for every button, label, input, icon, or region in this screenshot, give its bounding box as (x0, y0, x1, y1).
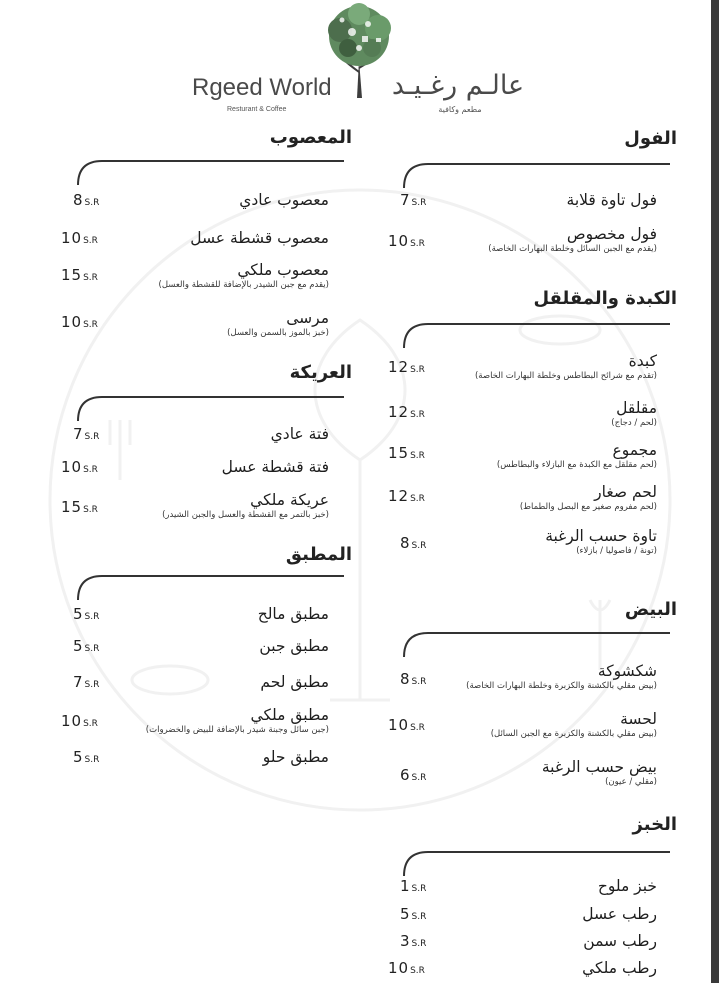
item-description: (بيض مقلي بالكشنة والكزبرة وخلطة البهارات الخاصة) (466, 681, 657, 691)
item-description: (لحم مقلقل مع الكبدة مع البازلاء والبطاطس) (496, 460, 657, 470)
item-name: مقلقل (616, 399, 657, 417)
item-name: رطب سمن (583, 932, 657, 950)
menu-item (387, 191, 657, 210)
item-name: مطبق ملكي (250, 706, 329, 724)
item-price (400, 932, 426, 950)
price-unit: S.R (410, 239, 425, 249)
price-value: 7 (400, 191, 411, 209)
price-value: 3 (400, 932, 411, 950)
price-value: 8 (400, 670, 411, 688)
item-price (400, 905, 426, 923)
item-price (400, 191, 426, 209)
menu-item (387, 441, 657, 471)
price-value: 7 (73, 425, 84, 443)
section-title-ful: الفول (624, 128, 677, 149)
item-price (73, 748, 99, 766)
price-unit: S.R (411, 677, 427, 687)
price-unit: S.R (83, 719, 98, 729)
price-unit: S.R (410, 365, 425, 375)
price-value: 12 (388, 403, 410, 421)
brand-name-en: Rgeed World (192, 74, 332, 101)
item-description: (تقدم مع شرائح البطاطس وخلطة البهارات الخاصة) (474, 371, 657, 381)
price-unit: S.R (411, 912, 427, 922)
item-price (388, 444, 425, 462)
item-description: (خبز بالموز بالسمن والعسل) (227, 328, 329, 338)
item-description: (بيض مقلي بالكشنة والكزبرة مع الجبن السائل) (490, 729, 657, 739)
price-value: 5 (73, 637, 84, 655)
price-value: 12 (388, 358, 410, 376)
item-price (388, 959, 425, 977)
price-unit: S.R (83, 505, 98, 515)
price-value: 10 (61, 712, 83, 730)
price-unit: S.R (411, 198, 427, 208)
menu-item (387, 352, 657, 382)
item-price (73, 637, 99, 655)
section-title-bayd: البيض (624, 599, 677, 620)
menu-item (59, 748, 329, 767)
section-divider (74, 393, 344, 423)
price-unit: S.R (84, 612, 100, 622)
item-name: بيض حسب الرغبة (541, 758, 657, 776)
item-description: (لحم مفروم صغير مع البصل والطماط) (519, 502, 657, 512)
menu-item (59, 605, 329, 624)
item-name: مطبق مالح (257, 605, 329, 623)
brand-tagline-ar: مطعم وكافية (438, 105, 482, 114)
item-price (388, 232, 425, 250)
price-value: 15 (61, 266, 83, 284)
item-name: فول مخصوص (566, 225, 657, 243)
item-price (61, 313, 98, 331)
item-price (388, 403, 425, 421)
price-unit: S.R (84, 198, 100, 208)
price-unit: S.R (83, 465, 98, 475)
item-price (400, 670, 426, 688)
section-divider (400, 848, 670, 878)
price-unit: S.R (411, 939, 427, 949)
price-value: 15 (388, 444, 410, 462)
price-unit: S.R (410, 723, 425, 733)
item-name: فول تاوة قلابة (566, 191, 657, 209)
price-unit: S.R (83, 273, 98, 283)
menu-item (387, 959, 657, 978)
section-divider (74, 572, 344, 602)
section-title-masoub: المعصوب (269, 127, 352, 148)
menu-item (59, 458, 329, 477)
price-value: 6 (400, 766, 411, 784)
price-value: 8 (73, 191, 84, 209)
price-value: 10 (61, 458, 83, 476)
item-name: لحسة (620, 710, 657, 728)
item-price (61, 229, 98, 247)
price-unit: S.R (411, 773, 427, 783)
item-name: رطب عسل (582, 905, 657, 923)
item-description: (خبز بالتمر مع القشطة والعسل والجبن الشيدر) (162, 510, 329, 520)
menu-item (387, 527, 657, 557)
section-title-mutabbaq: المطبق (285, 544, 352, 565)
brand-name-ar: عالـم رغـيـد (391, 70, 525, 101)
price-unit: S.R (84, 644, 100, 654)
menu-item (387, 710, 657, 740)
section-divider (400, 629, 670, 659)
menu-item (59, 491, 329, 521)
price-unit: S.R (411, 541, 427, 551)
menu-item (59, 229, 329, 248)
item-name: معصوب قشطة عسل (190, 229, 329, 247)
menu-item (59, 261, 329, 291)
menu-item (387, 662, 657, 692)
price-unit: S.R (410, 494, 425, 504)
item-name: معصوب عادي (239, 191, 329, 209)
item-price (61, 498, 98, 516)
section-divider (400, 160, 670, 190)
section-title-khubz: الخبز (632, 814, 677, 835)
item-description: (تونة / فاصوليا / بازلاء) (576, 546, 657, 556)
menu-item (387, 905, 657, 924)
price-unit: S.R (83, 236, 98, 246)
menu-item (59, 706, 329, 736)
brand-tagline-en: Resturant & Coffee (227, 106, 287, 113)
item-name: خبز ملوح (597, 877, 657, 895)
section-title-kibda: الكبدة والمقلقل (533, 288, 677, 309)
price-value: 15 (61, 498, 83, 516)
price-unit: S.R (83, 320, 98, 330)
price-value: 5 (73, 748, 84, 766)
item-name: فتة عادي (270, 425, 329, 443)
item-price (400, 766, 426, 784)
item-description: (لحم / دجاج) (611, 418, 657, 428)
item-price (388, 358, 425, 376)
item-description: (يقدم مع الجبن السائل وخلطة البهارات الخاصة) (488, 244, 657, 254)
price-unit: S.R (410, 451, 425, 461)
menu-item (59, 425, 329, 444)
section-divider (74, 157, 344, 187)
item-name: تاوة حسب الرغبة (545, 527, 657, 545)
price-value: 5 (400, 905, 411, 923)
section-divider (400, 320, 670, 350)
item-description: (جبن سائل وجبنة شيدر بالإضافة للبيض والخضروات) (145, 725, 329, 735)
item-name: عريكة ملكي (250, 491, 329, 509)
item-price (73, 673, 99, 691)
menu-item (59, 191, 329, 210)
item-name: لحم صغار (594, 483, 657, 501)
item-name: شكشوكة (597, 662, 657, 680)
item-name: مجموع (612, 441, 657, 459)
price-unit: S.R (84, 755, 100, 765)
item-name: معصوب ملكي (237, 261, 329, 279)
section-title-areeka: العريكة (289, 362, 352, 383)
price-value: 7 (73, 673, 84, 691)
item-name: كبدة (628, 352, 657, 370)
item-price (388, 487, 425, 505)
menu-item (387, 225, 657, 255)
price-value: 10 (61, 313, 83, 331)
menu-item (59, 637, 329, 656)
item-name: فتة قشطة عسل (221, 458, 329, 476)
price-unit: S.R (84, 432, 100, 442)
price-value: 10 (61, 229, 83, 247)
price-unit: S.R (410, 410, 425, 420)
price-value: 10 (388, 232, 410, 250)
price-value: 5 (73, 605, 84, 623)
item-price (73, 605, 99, 623)
menu-item (59, 309, 329, 339)
item-price (61, 712, 98, 730)
item-price (73, 425, 99, 443)
price-value: 12 (388, 487, 410, 505)
menu-item (387, 758, 657, 788)
menu-item (387, 877, 657, 896)
price-unit: S.R (411, 884, 427, 894)
price-value: 10 (388, 959, 410, 977)
item-price (400, 534, 426, 552)
item-price (61, 458, 98, 476)
item-name: مطبق لحم (260, 673, 329, 691)
menu-item (387, 483, 657, 513)
price-value: 1 (400, 877, 411, 895)
item-name: مطبق حلو (262, 748, 329, 766)
item-price (73, 191, 99, 209)
right-edge-bar (711, 0, 719, 983)
menu-item (387, 399, 657, 429)
item-price (61, 266, 98, 284)
item-price (400, 877, 426, 895)
price-value: 10 (388, 716, 410, 734)
price-unit: S.R (84, 680, 100, 690)
item-description: (مقلي / عيون) (605, 777, 657, 787)
price-unit: S.R (410, 966, 425, 976)
price-value: 8 (400, 534, 411, 552)
item-description: (يقدم مع جبن الشيدر بالإضافة للقشطة والعسل) (158, 280, 329, 290)
menu-item (59, 673, 329, 692)
item-name: مطبق جبن (259, 637, 329, 655)
item-name: رطب ملكي (582, 959, 657, 977)
menu-item (387, 932, 657, 951)
item-name: مرسى (286, 309, 329, 327)
item-price (388, 716, 425, 734)
